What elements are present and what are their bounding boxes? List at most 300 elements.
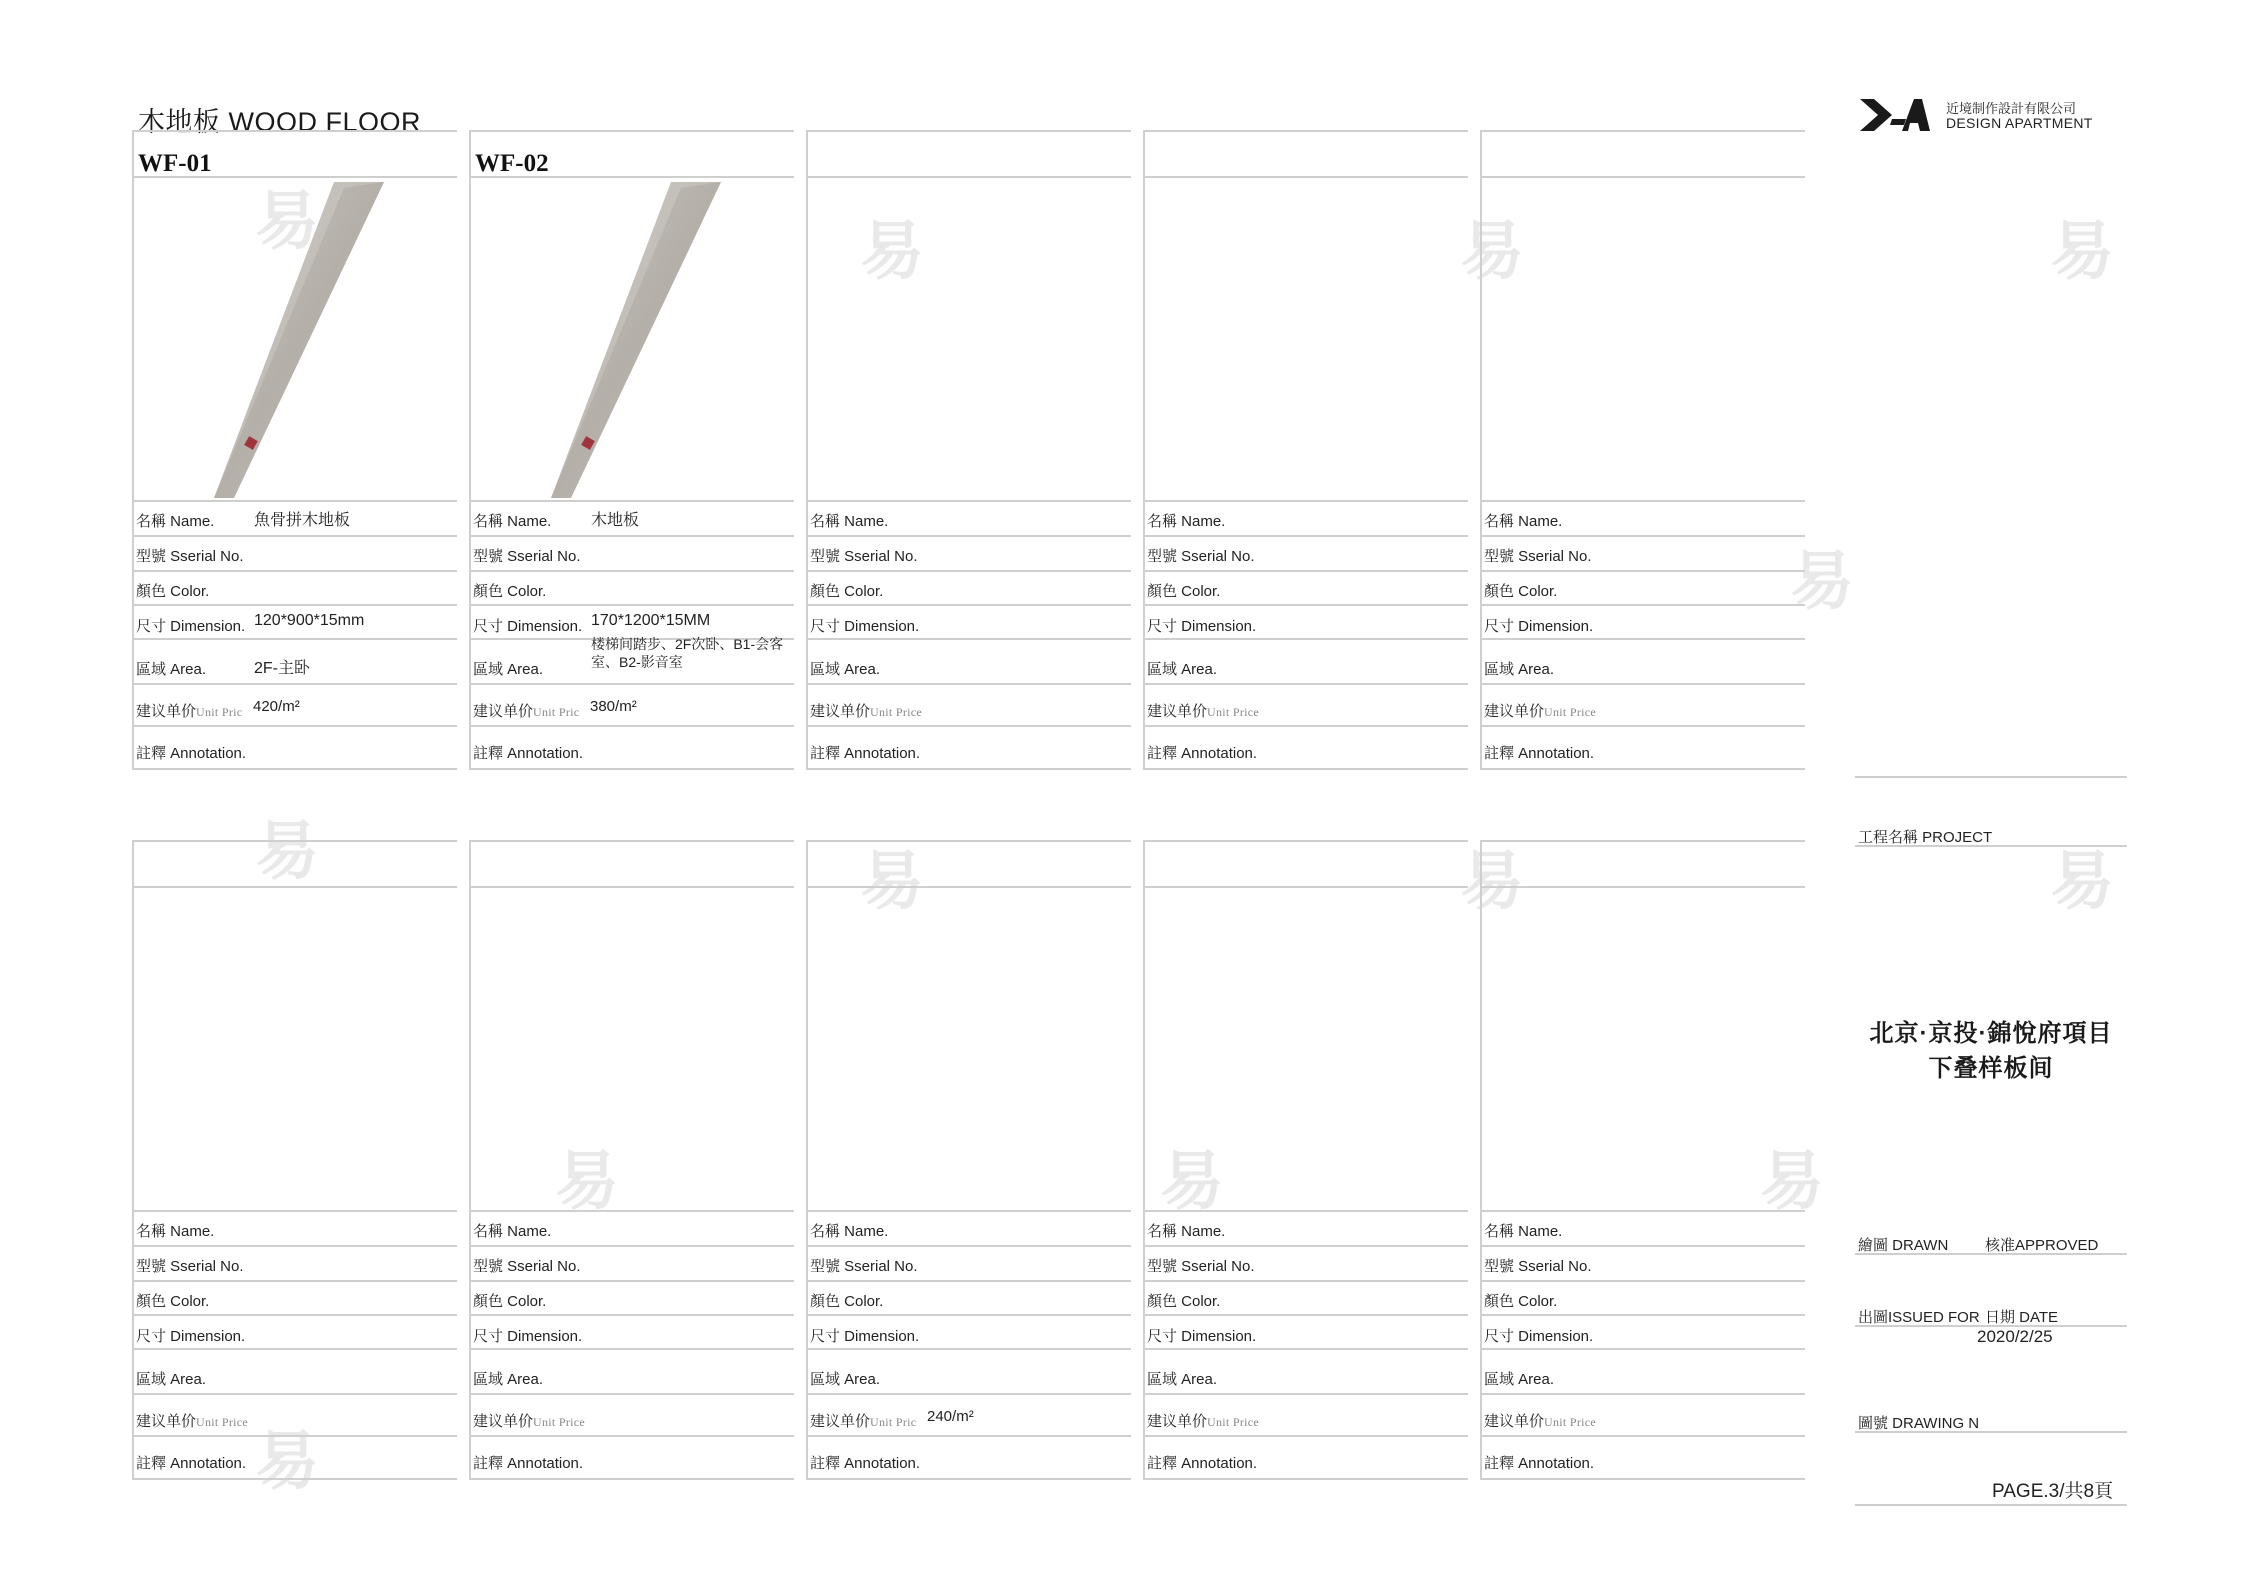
price-label: 建议单价 [810, 1413, 871, 1430]
table-rule [1143, 1314, 1468, 1316]
table-rule [1480, 535, 1805, 537]
logo-mark-icon [1858, 95, 1930, 135]
area-row [810, 1368, 1131, 1389]
table-rule [806, 535, 1131, 537]
price-label: 建议单价 [1147, 703, 1208, 720]
table-rule [1480, 1210, 1805, 1212]
field-label: 尺寸 Dimension. [1147, 618, 1257, 635]
field-label: 區域 Area. [810, 661, 881, 678]
field-label: 尺寸 Dimension. [810, 1328, 920, 1345]
table-rule [806, 886, 1131, 888]
table-rule [806, 1280, 1131, 1282]
area-row [1484, 658, 1805, 679]
table-rule [132, 500, 457, 502]
material-card [1480, 130, 1805, 770]
material-code: WF-01 [138, 150, 212, 177]
field-label: 區域 Area. [1147, 1371, 1218, 1388]
table-rule [1143, 500, 1468, 502]
area-row [473, 1368, 794, 1389]
table-rule [469, 535, 794, 537]
price-label-en: Unit Price [1544, 705, 1597, 719]
table-rule [132, 1245, 457, 1247]
annotation-row [136, 742, 457, 763]
table-rule [132, 1348, 457, 1350]
price-label-en: Unit Price [196, 1415, 249, 1429]
dimension-row [810, 615, 1131, 636]
card-border [1143, 840, 1145, 1478]
field-label: 顏色 Color. [473, 583, 547, 600]
table-rule [806, 768, 1131, 770]
table-rule [1480, 604, 1805, 606]
table-rule [1143, 1348, 1468, 1350]
table-rule [1143, 725, 1468, 727]
divider [1855, 1431, 2127, 1433]
issued-label: 出圖ISSUED FOR [1858, 1309, 1980, 1326]
serial-row [810, 1255, 1131, 1276]
company-name-cn: 近境制作設計有限公司 [1946, 101, 2077, 116]
dimension-row [136, 612, 457, 636]
material-card [469, 130, 794, 770]
field-label: 型號 Sserial No. [473, 1258, 581, 1275]
price-row [1484, 1410, 1805, 1431]
watermark: 易 [860, 215, 924, 287]
card-border [1480, 840, 1482, 1478]
table-rule [132, 725, 457, 727]
serial-row [473, 1255, 794, 1276]
table-rule [806, 840, 1131, 842]
table-rule [1143, 130, 1468, 132]
card-border [132, 840, 134, 1478]
field-label: 註釋 Annotation. [473, 1455, 584, 1472]
field-label: 型號 Sserial No. [136, 548, 244, 565]
color-row [810, 580, 1131, 601]
table-rule [469, 768, 794, 770]
table-rule [1480, 1314, 1805, 1316]
field-value: 魚骨拼木地板 [254, 512, 351, 529]
dimension-row [1484, 615, 1805, 636]
field-label: 註釋 Annotation. [1147, 1455, 1258, 1472]
field-label: 尺寸 Dimension. [136, 618, 246, 635]
serial-row [136, 1255, 457, 1276]
table-rule [1143, 176, 1468, 178]
field-label: 顏色 Color. [136, 1293, 210, 1310]
field-label: 型號 Sserial No. [1147, 1258, 1255, 1275]
table-rule [1143, 535, 1468, 537]
field-label: 型號 Sserial No. [1147, 548, 1255, 565]
price-row [1484, 700, 1805, 721]
name-row [1484, 510, 1805, 531]
table-rule [1143, 683, 1468, 685]
field-label: 名稱 Name. [473, 513, 552, 530]
divider [1855, 845, 2127, 847]
table-rule [132, 130, 457, 132]
table-rule [132, 1280, 457, 1282]
price-label: 建议单价 [810, 703, 871, 720]
table-rule [1480, 1393, 1805, 1395]
table-rule [132, 570, 457, 572]
price-label-en: Unit Pric [533, 705, 580, 719]
name-row [810, 1220, 1131, 1241]
field-label: 註釋 Annotation. [1484, 1455, 1595, 1472]
field-value: 170*1200*15MM [591, 612, 711, 629]
field-label: 顏色 Color. [473, 1293, 547, 1310]
card-border [806, 840, 808, 1478]
color-row [136, 580, 457, 601]
table-rule [806, 570, 1131, 572]
table-rule [469, 500, 794, 502]
field-label: 顏色 Color. [1147, 583, 1221, 600]
table-rule [132, 604, 457, 606]
color-row [1147, 580, 1468, 601]
field-label: 名稱 Name. [1147, 1223, 1226, 1240]
color-row [473, 1290, 794, 1311]
table-rule [469, 604, 794, 606]
field-label: 型號 Sserial No. [810, 548, 918, 565]
price-label-en: Unit Price [533, 1415, 586, 1429]
field-label: 區域 Area. [136, 1371, 207, 1388]
table-rule [1480, 1435, 1805, 1437]
dimension-row [1147, 1325, 1468, 1346]
page-number: PAGE.3/共8頁 [1992, 1481, 2114, 1502]
watermark: 易 [2050, 845, 2114, 917]
table-rule [806, 1393, 1131, 1395]
annotation-row [810, 742, 1131, 763]
table-rule [1143, 1435, 1468, 1437]
serial-row [810, 545, 1131, 566]
table-rule [806, 1245, 1131, 1247]
card-border [469, 840, 471, 1478]
table-rule [1480, 500, 1805, 502]
field-label: 註釋 Annotation. [136, 745, 247, 762]
table-rule [1480, 1348, 1805, 1350]
table-rule [469, 725, 794, 727]
drawing-number-label: 圖號 DRAWING N [1858, 1415, 1980, 1432]
price-label-en: Unit Price [1544, 1415, 1597, 1429]
price-value: 420/m² [253, 698, 300, 715]
price-row [810, 1410, 1131, 1431]
annotation-row [1484, 1452, 1805, 1473]
field-label: 區域 Area. [473, 1371, 544, 1388]
table-rule [1480, 570, 1805, 572]
serial-row [473, 545, 794, 566]
field-label: 型號 Sserial No. [810, 1258, 918, 1275]
material-card [132, 130, 457, 770]
field-label: 名稱 Name. [810, 513, 889, 530]
annotation-row [473, 742, 794, 763]
approved-label: 核准APPROVED [1985, 1237, 2099, 1254]
divider [1855, 1504, 2127, 1506]
project-name-line1: 北京·京投·錦悅府項目 [1869, 1020, 2113, 1047]
table-rule [132, 886, 457, 888]
price-value: 380/m² [590, 698, 637, 715]
table-rule [1143, 1210, 1468, 1212]
field-label: 區域 Area. [810, 1371, 881, 1388]
dimension-row [136, 1325, 457, 1346]
name-row [473, 510, 794, 531]
serial-row [1484, 545, 1805, 566]
field-value: 木地板 [591, 512, 640, 529]
annotation-row [473, 1452, 794, 1473]
name-row [810, 510, 1131, 531]
field-label: 尺寸 Dimension. [136, 1328, 246, 1345]
drawn-label: 繪圖 DRAWN [1858, 1237, 1949, 1254]
area-row [473, 636, 794, 679]
table-rule [1143, 1478, 1468, 1480]
price-row [136, 1410, 457, 1431]
table-rule [806, 1210, 1131, 1212]
table-rule [1480, 130, 1805, 132]
field-value: 2F-主卧 [254, 660, 311, 677]
table-rule [806, 638, 1131, 640]
field-label: 名稱 Name. [136, 513, 215, 530]
name-row [1484, 1220, 1805, 1241]
table-rule [1143, 1245, 1468, 1247]
table-rule [132, 1210, 457, 1212]
color-row [136, 1290, 457, 1311]
table-rule [1480, 638, 1805, 640]
field-label: 型號 Sserial No. [1484, 548, 1592, 565]
table-rule [469, 1435, 794, 1437]
field-label: 尺寸 Dimension. [1147, 1328, 1257, 1345]
material-image [471, 180, 794, 498]
material-card [1480, 840, 1805, 1480]
field-label: 型號 Sserial No. [473, 548, 581, 565]
material-card [132, 840, 457, 1480]
field-label: 區域 Area. [1484, 661, 1555, 678]
table-rule [1480, 1280, 1805, 1282]
table-rule [469, 683, 794, 685]
table-rule [1143, 1393, 1468, 1395]
table-rule [469, 130, 794, 132]
field-label: 顏色 Color. [1484, 583, 1558, 600]
table-rule [806, 1478, 1131, 1480]
price-row [136, 700, 457, 721]
field-label: 顏色 Color. [136, 583, 210, 600]
annotation-row [1484, 742, 1805, 763]
company-logo [1858, 95, 1930, 140]
dimension-row [1484, 1325, 1805, 1346]
name-row [1147, 1220, 1468, 1241]
color-row [1484, 1290, 1805, 1311]
serial-row [136, 545, 457, 566]
price-label: 建议单价 [136, 1413, 197, 1430]
table-rule [806, 500, 1131, 502]
project-name [1855, 1016, 2127, 1086]
serial-row [1484, 1255, 1805, 1276]
watermark: 易 [860, 845, 924, 917]
field-label: 註釋 Annotation. [1147, 745, 1258, 762]
table-rule [1143, 604, 1468, 606]
watermark: 易 [255, 185, 319, 257]
field-label: 名稱 Name. [810, 1223, 889, 1240]
watermark: 易 [1160, 1145, 1224, 1217]
area-row [810, 658, 1131, 679]
table-rule [132, 638, 457, 640]
field-label: 名稱 Name. [473, 1223, 552, 1240]
price-label-en: Unit Pric [196, 705, 243, 719]
table-rule [1480, 840, 1805, 842]
table-rule [1480, 1478, 1805, 1480]
serial-row [1147, 1255, 1468, 1276]
card-border [1143, 130, 1145, 768]
table-rule [132, 1435, 457, 1437]
annotation-row [136, 1452, 457, 1473]
watermark: 易 [2050, 215, 2114, 287]
color-row [1147, 1290, 1468, 1311]
field-label: 註釋 Annotation. [1484, 745, 1595, 762]
table-rule [806, 176, 1131, 178]
field-label: 尺寸 Dimension. [1484, 1328, 1594, 1345]
field-label: 名稱 Name. [1484, 1223, 1563, 1240]
table-rule [806, 604, 1131, 606]
annotation-row [1147, 742, 1468, 763]
table-rule [1480, 725, 1805, 727]
watermark: 易 [1460, 215, 1524, 287]
table-rule [806, 1435, 1131, 1437]
price-label-en: Unit Price [1207, 1415, 1260, 1429]
field-label: 顏色 Color. [1147, 1293, 1221, 1310]
divider [1855, 776, 2127, 778]
watermark: 易 [1790, 545, 1854, 617]
material-card [1143, 840, 1468, 1480]
dimension-row [473, 1325, 794, 1346]
material-card [806, 840, 1131, 1480]
watermark: 易 [555, 1145, 619, 1217]
color-row [810, 1290, 1131, 1311]
table-rule [1143, 570, 1468, 572]
name-row [136, 510, 457, 531]
serial-row [1147, 545, 1468, 566]
table-rule [469, 886, 794, 888]
name-row [1147, 510, 1468, 531]
material-card [1143, 130, 1468, 770]
field-label: 區域 Area. [1484, 1371, 1555, 1388]
field-label: 區域 Area. [1147, 661, 1218, 678]
table-rule [469, 1245, 794, 1247]
field-label: 名稱 Name. [1484, 513, 1563, 530]
price-label: 建议单价 [1484, 1413, 1545, 1430]
table-rule [469, 1280, 794, 1282]
field-value: 120*900*15mm [254, 612, 365, 629]
table-rule [806, 683, 1131, 685]
table-rule [806, 725, 1131, 727]
dimension-row [473, 612, 794, 636]
price-label-en: Unit Pric [870, 1415, 917, 1429]
field-label: 顏色 Color. [810, 583, 884, 600]
table-rule [132, 683, 457, 685]
sheet-title: 木地板 WOOD FLOOR [138, 107, 421, 137]
table-rule [132, 1393, 457, 1395]
watermark: 易 [255, 1425, 319, 1497]
table-rule [469, 1348, 794, 1350]
table-rule [469, 1314, 794, 1316]
field-label: 註釋 Annotation. [136, 1455, 247, 1472]
name-row [136, 1220, 457, 1241]
field-label: 註釋 Annotation. [473, 745, 584, 762]
price-row [810, 700, 1131, 721]
price-label: 建议单价 [136, 703, 197, 720]
material-code: WF-02 [475, 150, 549, 177]
field-label: 區域 Area. [136, 661, 207, 678]
field-value: 楼梯间踏步、2F次卧、B1-会客室、B2-影音室 [591, 636, 784, 670]
area-row [1147, 1368, 1468, 1389]
table-rule [469, 570, 794, 572]
table-rule [132, 768, 457, 770]
field-label: 顏色 Color. [810, 1293, 884, 1310]
table-rule [1480, 886, 1805, 888]
price-value: 240/m² [927, 1408, 974, 1425]
table-rule [1143, 638, 1468, 640]
area-row [1147, 658, 1468, 679]
card-border [1480, 130, 1482, 768]
color-row [1484, 580, 1805, 601]
price-row [473, 1410, 794, 1431]
area-row [136, 1368, 457, 1389]
area-row [1484, 1368, 1805, 1389]
material-image [134, 180, 457, 498]
field-label: 名稱 Name. [136, 1223, 215, 1240]
dimension-row [810, 1325, 1131, 1346]
table-rule [806, 130, 1131, 132]
table-rule [469, 1478, 794, 1480]
watermark: 易 [1760, 1145, 1824, 1217]
annotation-row [810, 1452, 1131, 1473]
table-rule [1480, 768, 1805, 770]
table-rule [806, 1314, 1131, 1316]
table-rule [469, 1393, 794, 1395]
project-label: 工程名稱 PROJECT [1858, 829, 1993, 846]
table-rule [132, 535, 457, 537]
field-label: 區域 Area. [473, 661, 544, 678]
price-label: 建议单价 [473, 703, 534, 720]
annotation-row [1147, 1452, 1468, 1473]
table-rule [132, 1478, 457, 1480]
field-label: 註釋 Annotation. [810, 745, 921, 762]
table-rule [1143, 1280, 1468, 1282]
table-rule [1480, 683, 1805, 685]
color-row [473, 580, 794, 601]
price-row [473, 700, 794, 721]
field-label: 註釋 Annotation. [810, 1455, 921, 1472]
price-label: 建议单价 [1147, 1413, 1208, 1430]
name-row [473, 1220, 794, 1241]
price-row [1147, 700, 1468, 721]
field-label: 名稱 Name. [1147, 513, 1226, 530]
price-label: 建议单价 [473, 1413, 534, 1430]
price-label-en: Unit Price [870, 705, 923, 719]
date-value: 2020/2/25 [1977, 1327, 2053, 1346]
company-name-en: DESIGN APARTMENT [1946, 115, 2093, 131]
table-rule [132, 1314, 457, 1316]
field-label: 尺寸 Dimension. [473, 1328, 583, 1345]
table-rule [806, 1348, 1131, 1350]
divider [1855, 1253, 2127, 1255]
project-name-line2: 下叠样板间 [1928, 1055, 2054, 1082]
price-label: 建议单价 [1484, 703, 1545, 720]
table-rule [1143, 768, 1468, 770]
table-rule [132, 840, 457, 842]
field-label: 尺寸 Dimension. [1484, 618, 1594, 635]
table-rule [469, 840, 794, 842]
watermark: 易 [1460, 845, 1524, 917]
field-label: 顏色 Color. [1484, 1293, 1558, 1310]
field-label: 型號 Sserial No. [136, 1258, 244, 1275]
table-rule [1480, 1245, 1805, 1247]
field-label: 尺寸 Dimension. [810, 618, 920, 635]
price-row [1147, 1410, 1468, 1431]
field-label: 尺寸 Dimension. [473, 618, 583, 635]
table-rule [1480, 176, 1805, 178]
